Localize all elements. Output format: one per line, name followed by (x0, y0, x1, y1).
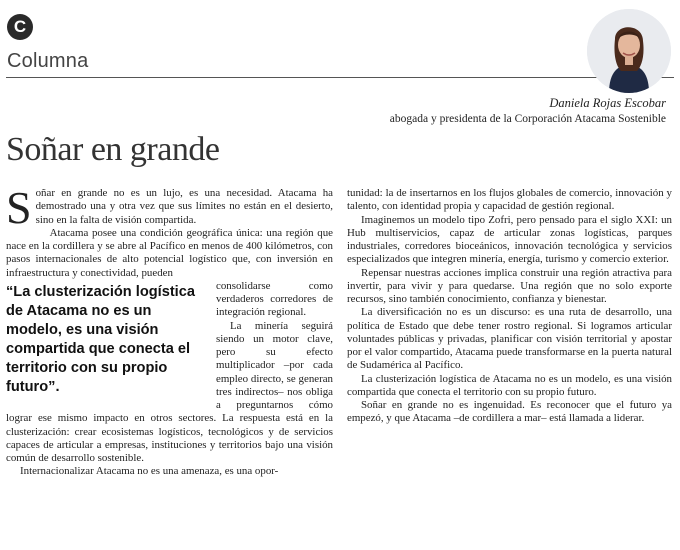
paragraph-opening (6, 182, 333, 233)
paragraph: Atacama posee una condición geográfica única: una región que nace en la cordillera y se abre al Pacífico en menos de 400 kilómetros, con pasos internacionales de alto potencial logístico que, con inversión en infraestructura y conectividad, pueden (6, 226, 333, 279)
author-portrait-image (587, 9, 671, 93)
author-role: abogada y presidenta de la Corporación Atacama Sostenible (389, 113, 666, 125)
pull-quote: “La clusterización logística de Atacama no es un modelo, es una visión compartida que conecta el territorio con su propio futuro”. (6, 283, 195, 395)
column-badge: C (7, 14, 33, 40)
paragraph-continuation: tunidad: la de insertarnos en los flujos globales de comercio, innovación y talento, con identidad propia y capacidad de gestión regional. (347, 187, 672, 213)
paragraph: La minería seguirá siendo un motor clave, pero su efecto multiplicador –por cada empleo directo, se generan tres indirectos– nos obliga a preguntarnos cómo lograr ese mismo impacto en otros sectores. La respuesta está en la clusterización: crear ecosistemas logísticos, tecnológicos y de servicios capaces de articular a empresas, instituciones y territorios bajo una visión común de desarrollo sostenible. (6, 319, 333, 464)
section-label: Columna (7, 50, 89, 72)
paragraph: Imaginemos un modelo tipo Zofri, pero pensado para el siglo XXI: un Hub multiservicios, capaz de articular zonas logísticas, parques industriales, corredores bioceánicos, innovación tecnológica y servicios especializados que integren minería, energía, turismo y comercio exterior. (347, 213, 672, 266)
header-divider (6, 77, 674, 78)
author-name: Daniela Rojas Escobar (549, 96, 666, 110)
article-left-column (6, 182, 333, 479)
paragraph: Internacionalizar Atacama no es una amenaza, es una opor- (20, 465, 279, 478)
paragraph-continuation: consolidarse como verdaderos corredores de integración regional. (216, 279, 333, 319)
paragraph: La diversificación no es un discurso: es una ruta de desarrollo, una política de Estado que debe tener rostro regional. Si logramos articular voluntades públicas y privadas, planificar con visión territorial y apostar por el valor compartido, Atacama puede transformarse en la puerta natural de Sudamérica al Pacífico. (347, 306, 672, 372)
paragraph: Soñar en grande no es ingenuidad. Es reconocer que el futuro ya empezó, y que Atacama –de cordillera a mar– está llamada a liderar. (347, 399, 672, 425)
paragraph-text: oñar en grande no es un lujo, es una necesidad. Atacama ha demostrado una y otra vez que sus límites no están en el desierto, sino en la falta de visión compartida. (35, 187, 333, 226)
article-headline: Soñar en grande (6, 131, 220, 168)
author-photo (587, 9, 671, 93)
article-right-column (347, 187, 672, 426)
paragraph: Repensar nuestras acciones implica construir una región atractiva para invertir, para vivir y para quedarse. Una región que no solo exporte recursos, sino también conocimiento, confianza y bienestar. (347, 266, 672, 305)
drop-cap: S (6, 182, 32, 233)
paragraph: La clusterización logística de Atacama no es un modelo, es una visión compartida que conecta el territorio con su propio futuro. (347, 372, 672, 398)
